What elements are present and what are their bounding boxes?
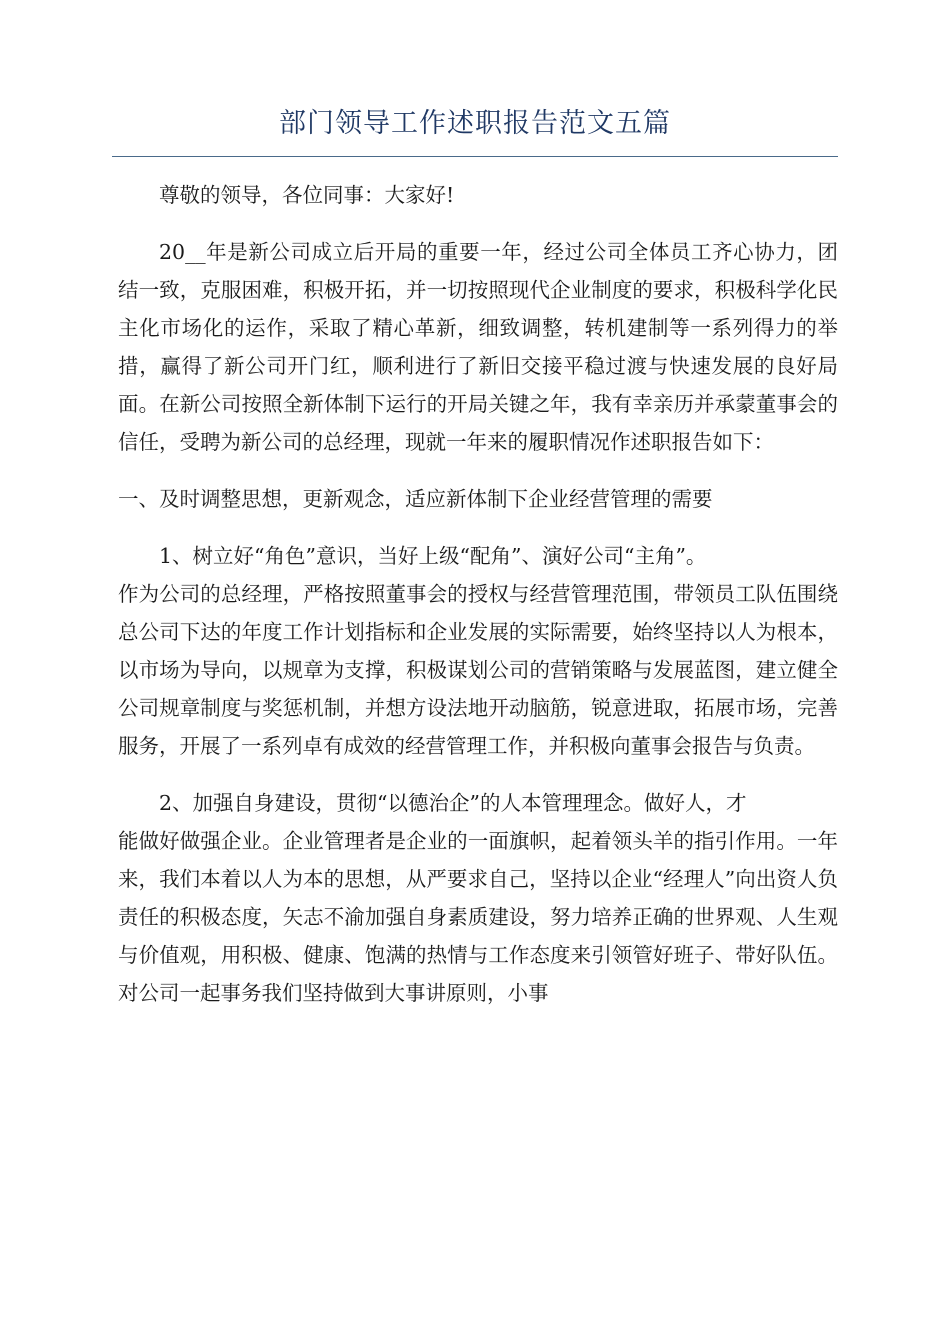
item-2-body: 能做好做强企业。企业管理者是企业的一面旗帜，起着领头羊的指引作用。一年来，我们本着以人为本的思想，从严要求自己，坚持以企业“经理人”向出资人负责任的积极态度，矢志不渝加强自身素质建设，努力培养正确的世界观、人生观与价值观，用积极、健康、饱满的热情与工作态度来引领管好班子、带好队伍。对公司一起事务我们坚持做到大事讲原则，小事 — [118, 829, 838, 1005]
document-title: 部门领导工作述职报告范文五篇 — [279, 108, 671, 139]
item-2-lead: 2、加强自身建设，贯彻“以德治企”的人本管理理念。做好人，才 — [159, 791, 747, 815]
section-heading-1: 一、及时调整思想，更新观念，适应新体制下企业经营管理的需要 — [118, 487, 713, 511]
intro-paragraph: 20__年是新公司成立后开局的重要一年，经过公司全体员工齐心协力，团结一致，克服困难，积极开拓，并一切按照现代企业制度的要求，积极科学化民主化市场化的运作，采取了精心革新，细致调整，转机建制等一系列得力的举措，赢得了新公司开门红，顺利进行了新旧交接平稳过渡与快速发展的良好局面。在新公司按照全新体制下运行的开局关键之年，我有幸亲历并承蒙董事会的信任，受聘为新公司的总经理，现就一年来的履职情况作述职报告如下： — [118, 240, 838, 454]
document-body — [118, 176, 838, 1031]
item-1-lead: 1、树立好“角色”意识，当好上级“配角”、演好公司“主角”。 — [159, 544, 707, 568]
title-divider — [112, 156, 838, 157]
item-1-body: 作为公司的总经理，严格按照董事会的授权与经营管理范围，带领员工队伍围绕总公司下达的年度工作计划指标和企业发展的实际需要，始终坚持以人为根本，以市场为导向，以规章为支撑，积极谋划公司的营销策略与发展蓝图，建立健全公司规章制度与奖惩机制，并想方设法地开动脑筋，锐意进取，拓展市场，完善服务，开展了一系列卓有成效的经营管理工作，并积极向董事会报告与负责。 — [118, 582, 838, 758]
greeting-paragraph: 尊敬的领导，各位同事：大家好! — [159, 183, 455, 207]
